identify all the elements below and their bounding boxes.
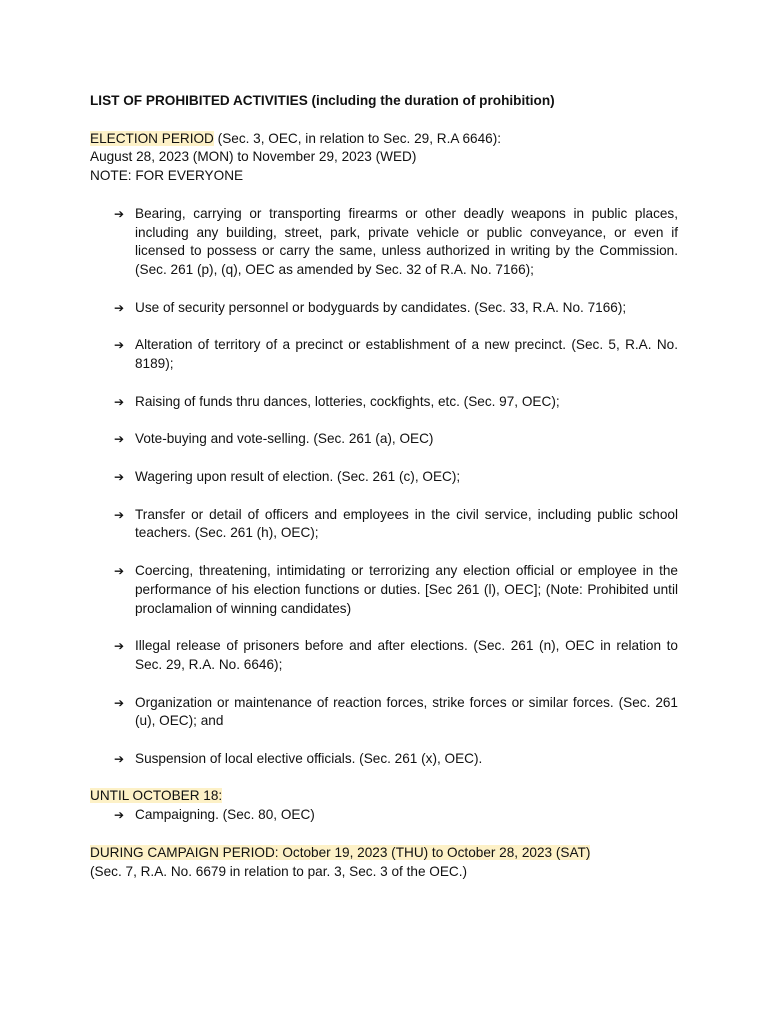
list-item: ➔ Use of security personnel or bodyguards by candidates. (Sec. 33, R.A. No. 7166); <box>90 299 678 318</box>
list-item: ➔ Coercing, threatening, intimidating or terrorizing any election official or employee in the performance of his election functions or duties. [Sec 261 (l), OEC]; (Note: Prohibited until proclamalion of winning candidates) <box>114 562 678 616</box>
election-period-dates: August 28, 2023 (MON) to November 29, 2023 (WED) <box>90 149 417 165</box>
arrow-bullet-icon: ➔ <box>114 695 125 710</box>
campaign-period-heading <box>90 844 678 863</box>
until-october-list <box>90 806 678 825</box>
list-item: ➔ Raising of funds thru dances, lotteries, cockfights, etc. (Sec. 97, OEC); <box>90 393 678 412</box>
election-period-heading <box>90 130 678 149</box>
arrow-bullet-icon: ➔ <box>114 469 125 484</box>
campaign-period-ref: (Sec. 7, R.A. No. 6679 in relation to par. 3, Sec. 3 of the OEC.) <box>90 863 468 879</box>
arrow-bullet-icon: ➔ <box>114 206 125 221</box>
arrow-bullet-icon: ➔ <box>114 563 125 578</box>
list-item: ➔ Transfer or detail of officers and employees in the civil service, including public school teachers. (Sec. 261 (h), OEC); <box>114 506 678 541</box>
document-title: LIST OF PROHIBITED ACTIVITIES (including the duration of prohibition) <box>90 93 555 108</box>
list-item: ➔ Vote-buying and vote-selling. (Sec. 261 (a), OEC) <box>90 430 678 449</box>
list-item: ➔ Bearing, carrying or transporting firearms or other deadly weapons in public places, including any building, street, park, private vehicle or public conveyance, or even if licensed to possess or carry the same, unless authorized in writing by the Commission. (Sec. 261 (p), (q), OEC as amended by Sec. 32 of R.A. No. 7166); <box>114 205 678 278</box>
arrow-bullet-icon: ➔ <box>114 751 125 766</box>
list-item: ➔ Suspension of local elective officials. (Sec. 261 (x), OEC). <box>90 750 678 769</box>
election-period-list <box>90 205 678 769</box>
list-item: ➔ Alteration of territory of a precinct or establishment of a new precinct. (Sec. 5, R.A. No. 8189); <box>114 337 678 372</box>
arrow-bullet-icon: ➔ <box>114 432 125 447</box>
list-item: ➔ Illegal release of prisoners before and after elections. (Sec. 261 (n), OEC in relation to Sec. 29, R.A. No. 6646); <box>114 638 678 672</box>
list-item: ➔ Organization or maintenance of reaction forces, strike forces or similar forces. (Sec. 261 (u), OEC); and <box>114 694 678 729</box>
election-period-note: NOTE: FOR EVERYONE <box>90 168 244 184</box>
election-period-label: ELECTION PERIOD <box>90 130 214 146</box>
arrow-bullet-icon: ➔ <box>114 639 125 654</box>
until-october-label: UNTIL OCTOBER 18: <box>90 788 223 804</box>
arrow-bullet-icon: ➔ <box>114 808 125 823</box>
election-period-ref: (Sec. 3, OEC, in relation to Sec. 29, R.A 6646): <box>213 130 502 146</box>
campaign-period-label: DURING CAMPAIGN PERIOD: October 19, 2023 (THU) to October 28, 2023 (SAT) <box>90 844 591 860</box>
list-item: ➔ Wagering upon result of election. (Sec. 261 (c), OEC); <box>90 468 678 487</box>
arrow-bullet-icon: ➔ <box>114 394 125 409</box>
arrow-bullet-icon: ➔ <box>114 507 125 522</box>
arrow-bullet-icon: ➔ <box>114 338 125 353</box>
document-content <box>90 92 678 881</box>
until-october-heading <box>90 787 678 806</box>
list-item: ➔ Campaigning. (Sec. 80, OEC) <box>90 806 678 825</box>
arrow-bullet-icon: ➔ <box>114 300 125 315</box>
